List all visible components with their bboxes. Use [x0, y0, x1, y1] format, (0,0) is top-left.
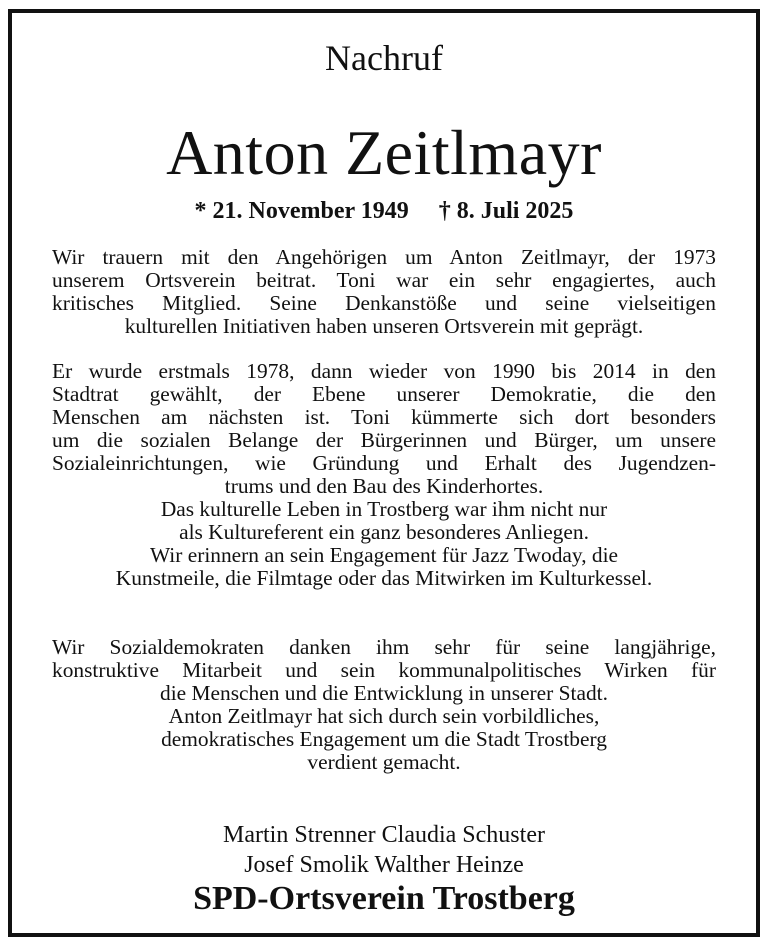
paragraph-line: trums und den Bau des Kinderhortes.: [224, 474, 544, 498]
paragraph-tribute: [52, 246, 716, 338]
paragraph-line: Kunstmeile, die Filmtage oder das Mitwirken im Kulturkessel.: [115, 566, 653, 590]
paragraph-line: Wir erinnern an sein Engagement für Jazz Twoday, die: [149, 543, 619, 567]
birth-date: * 21. November 1949: [194, 198, 409, 224]
paragraph-line: Menschen am nächsten ist. Toni kümmerte sich dort besonders: [52, 405, 716, 429]
paragraph-line: Anton Zeitlmayr hat sich durch sein vorbildliches,: [168, 704, 600, 728]
paragraph-line: Wir Sozialdemokraten danken ihm sehr für seine langjährige,: [52, 635, 716, 659]
paragraph-line: die Menschen und die Entwicklung in unserer Stadt.: [160, 681, 608, 705]
paragraph-line: Stadtrat gewählt, der Ebene unserer Demokratie, die den: [52, 382, 716, 406]
paragraph-line: Das kulturelle Leben in Trostberg war ihm nicht nur: [160, 497, 608, 521]
notice-kicker: Nachruf: [325, 38, 443, 78]
obituary-content: [12, 13, 756, 933]
life-dates: [12, 199, 756, 223]
paragraph-line: konstruktive Mitarbeit und sein kommunalpolitisches Wirken für: [52, 658, 716, 682]
paragraph-line: um die sozialen Belange der Bürgerinnen und Bürger, um unsere: [52, 428, 716, 452]
signatories-line-1: Martin Strenner Claudia Schuster: [223, 822, 545, 848]
signatories-line-2: Josef Smolik Walther Heinze: [244, 852, 524, 878]
paragraph-line: verdient gemacht.: [307, 750, 461, 774]
paragraph-line: Er wurde erstmals 1978, dann wieder von 1990 bis 2014 in den: [52, 359, 716, 383]
paragraph-line: als Kultureferent ein ganz besonderes Anliegen.: [179, 520, 589, 544]
paragraph-line: Sozialeinrichtungen, wie Gründung und Erhalt des Jugendzen-: [52, 451, 716, 475]
organization-name: SPD-Ortsverein Trostberg: [193, 880, 575, 917]
paragraph-line: Wir trauern mit den Angehörigen um Anton Zeitlmayr, der 1973: [52, 245, 716, 269]
paragraph-line: demokratisches Engagement um die Stadt Trostberg: [161, 727, 607, 751]
paragraph-thanks: [52, 636, 716, 774]
paragraph-line: kritisches Mitglied. Seine Denkanstöße und seine vielseitigen: [52, 291, 716, 315]
paragraph-line: unserem Ortsverein beitrat. Toni war ein sehr engagiertes, auch: [52, 268, 716, 292]
deceased-name: Anton Zeitlmayr: [166, 117, 602, 188]
paragraph-line: kulturellen Initiativen haben unseren Ortsverein mit geprägt.: [124, 314, 644, 338]
paragraph-career: [52, 360, 716, 590]
death-date: † 8. Juli 2025: [438, 198, 574, 224]
obituary-frame: [8, 9, 760, 937]
